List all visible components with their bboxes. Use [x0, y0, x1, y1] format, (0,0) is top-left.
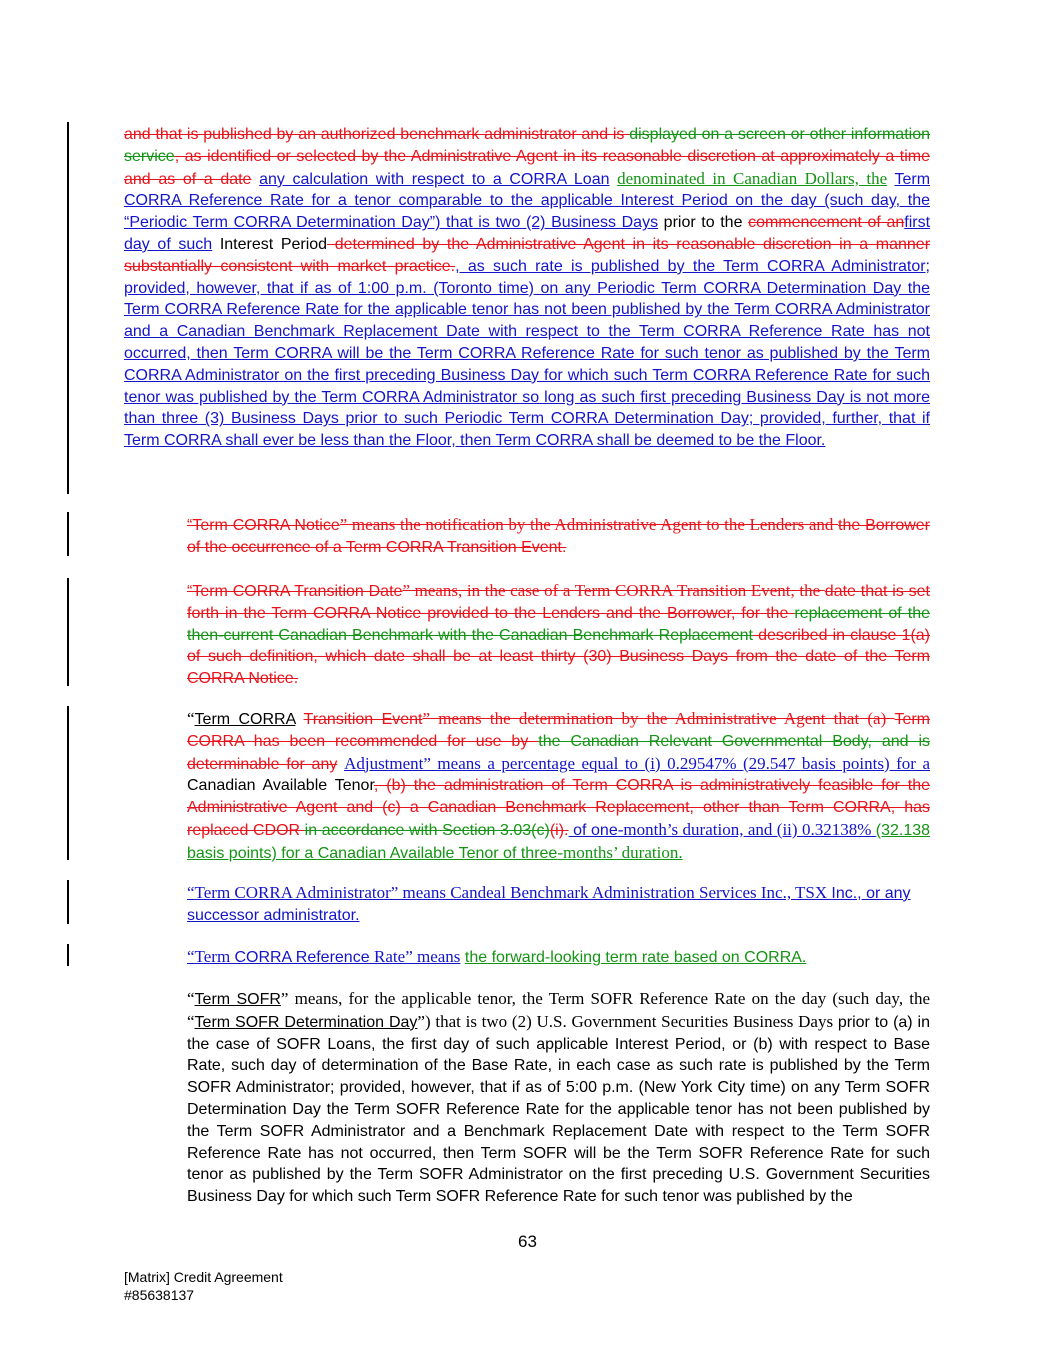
text — [251, 171, 259, 188]
text: prior to (a) in the case of SOFR Loans, the first day of such applicable Interest Period, or (b) with respect to Base Rate, such day of determination of the Base Rate, in each case as such rate is published by the Term SOFR Administrator; provided, however, that if as of 5:00 p.m. (New York City time) on any Term SOFR Determination Day the Term SOFR Reference Rate for the applicable tenor has not been published by the Term SOFR Administrator and a Benchmark Replacement Date with respect to the Term SOFR Reference Rate has not occurred, then Term SOFR will be the Term SOFR Reference Rate for such tenor as published by the Term SOFR Administrator on the first preceding U.S. Government Securities Business Day for which such Term SOFR Reference Rate for such tenor was published by the — [187, 1013, 931, 1206]
inserted-text: any calculation with respect to a CORRA Loan — [259, 170, 610, 188]
inserted-text: Adjustment” means a percentage equal to (i) 0.29547% (29.547 basis points) for a — [344, 753, 930, 773]
term-corra-administrator-definition — [124, 882, 930, 927]
deleted-text: ” means the notification by the Administrative Agent to the Lenders and — [339, 515, 839, 534]
deleted-text: determined by the Administrative Agent in its reasonable discretion in a manner substantially consistent with market practice. — [124, 235, 931, 275]
term-corra-reference-rate-definition — [124, 946, 930, 969]
inserted-text: CORRA Reference — [234, 949, 375, 966]
defined-term: Term SOFR — [194, 991, 281, 1008]
text: ”) that is two (2) U.S. Government Securities Business Days — [417, 1011, 838, 1031]
deleted-text: described in clause 1(a) of such definition, which date shall be at least thirty (30) Business Days from the date of the Term CORRA Notice. — [187, 626, 931, 688]
text — [610, 171, 618, 188]
deleted-text: “Term CORRA Transition Date — [187, 583, 403, 600]
inserted-text: -month’s duration, and (ii) 0.32138% — [617, 819, 876, 839]
footer-doc-number: #85638137 — [124, 1287, 195, 1303]
inserted-text: first day of such — [124, 214, 931, 253]
deleted-text: date that is set forth in the Term CORRA Notice provided to the Lenders and the Borrower, for the — [187, 583, 931, 622]
inserted-text: Rate” means — [374, 947, 461, 966]
inserted-text: of one — [568, 821, 618, 839]
term-corra-transition-date-definition — [124, 580, 930, 690]
deleted-text: , (b) the administration of Term CORRA is administratively feasible for the Administrative Agent and (c) a Canadian Benchmark Replacement, other than Term CORRA, has replaced CDOR — [187, 777, 931, 839]
deleted-text: Term CORRA has been recommended for use by — [187, 711, 931, 750]
deleted-text: “Term CORRA Notice — [187, 517, 340, 534]
footer-title: [Matrix] Credit Agreement — [124, 1269, 283, 1285]
moved-deleted-text: replacement of the then-current Canadian Benchmark with the Canadian Benchmark Replacement — [187, 604, 930, 644]
change-bar — [67, 706, 69, 860]
moved-deleted-text: displayed on a screen or other information service — [124, 126, 931, 165]
term-sofr-definition — [124, 988, 930, 1208]
inserted-text: “Term — [187, 947, 235, 966]
moved-inserted-text: the forward-looking term rate based on CORRA. — [464, 949, 807, 966]
defined-term: Term CORRA — [194, 711, 296, 728]
text — [295, 711, 303, 728]
text: “ — [187, 989, 195, 1008]
text: prior to the — [658, 214, 749, 232]
term-corra-adjustment-definition — [124, 708, 930, 865]
text: Interest Period — [212, 235, 328, 253]
defined-term: Term SOFR Determination Day — [194, 1013, 418, 1031]
deleted-text: and that is published by an authorized benchmark administrator and is — [124, 126, 630, 143]
change-bar — [67, 578, 69, 686]
text: ” means, for the applicable tenor, the Term SOFR Reference Rate on the day (such day, the “ — [187, 989, 931, 1031]
deleted-text: the Borrower of the occurrence of a Term CORRA Transition Event. — [187, 517, 930, 556]
deleted-text: . — [564, 821, 569, 839]
deleted-text: (i) — [549, 821, 565, 839]
moved-inserted-text: -months’ duration. — [557, 842, 683, 862]
text: Canadian Available Tenor — [187, 777, 374, 795]
moved-inserted-text: denominated in Canadian Dollars, the — [617, 168, 888, 188]
text: “ — [187, 709, 195, 728]
term-corra-notice-definition — [124, 514, 930, 559]
deleted-text: , as identified or selected by the Administrative Agent in its reasonable discretion at approximately a time and as of a date — [124, 147, 930, 188]
inserted-text: “Term CORRA Administrator” means Candeal Benchmark Administration Services Inc., TSX — [187, 883, 832, 902]
deleted-text: ” means the determination by the Administrative Agent that (a) — [422, 709, 895, 728]
inserted-text: Term CORRA Reference Rate for a tenor comparable to the applicable Interest Period on the day (such day, the “Periodic Term CORRA Determination Day”) that is two (2) Business Days — [124, 170, 931, 232]
deleted-text: determinable for any — [187, 755, 338, 773]
footer — [124, 1268, 283, 1304]
term-corra-definition-continued — [124, 124, 930, 452]
change-bar — [67, 880, 69, 924]
deleted-text: commencement of an — [748, 214, 905, 232]
change-bar — [67, 512, 69, 556]
deleted-text: ” means, in the case of a Term CORRA Transition Event, the — [402, 581, 825, 600]
change-bar — [67, 944, 69, 966]
deleted-text: Transition Event — [303, 711, 423, 728]
moved-deleted-text: the Canadian Relevant Governmental Body, and is — [538, 732, 931, 750]
change-bar — [67, 122, 69, 494]
moved-deleted-text: Section 3.03(c) — [442, 821, 550, 839]
moved-inserted-text: (32.138 basis points) for a Canadian Available Tenor of three — [187, 821, 931, 862]
page-number: 63 — [518, 1232, 537, 1251]
inserted-text: Inc., or any successor administrator. — [187, 885, 911, 924]
inserted-text: , as such rate is published by the Term CORRA Administrator; provided, however, that if as of 1:00 p.m. (Toronto time) on any Periodic Term CORRA Determination Day the Term CORRA Reference Rate for the applicable tenor has not been published by the Term CORRA Administrator and a Canadian Benchmark Replacement Date with respect to the Term CORRA Reference Rate has not occurred, then Term CORRA will be the Term CORRA Reference Rate for such tenor as published by the Term CORRA Administrator on the first preceding Business Day for which such Term CORRA Reference Rate for such tenor was published by the Term CORRA Administrator so long as such first preceding Business Day is not more than three (3) Business Days prior to such Periodic Term CORRA Determination Day; provided, further, that if Term CORRA shall ever be less than the Floor, then Term CORRA shall be deemed to be the Floor. — [124, 257, 930, 450]
moved-deleted-text: in accordance with — [304, 821, 443, 839]
